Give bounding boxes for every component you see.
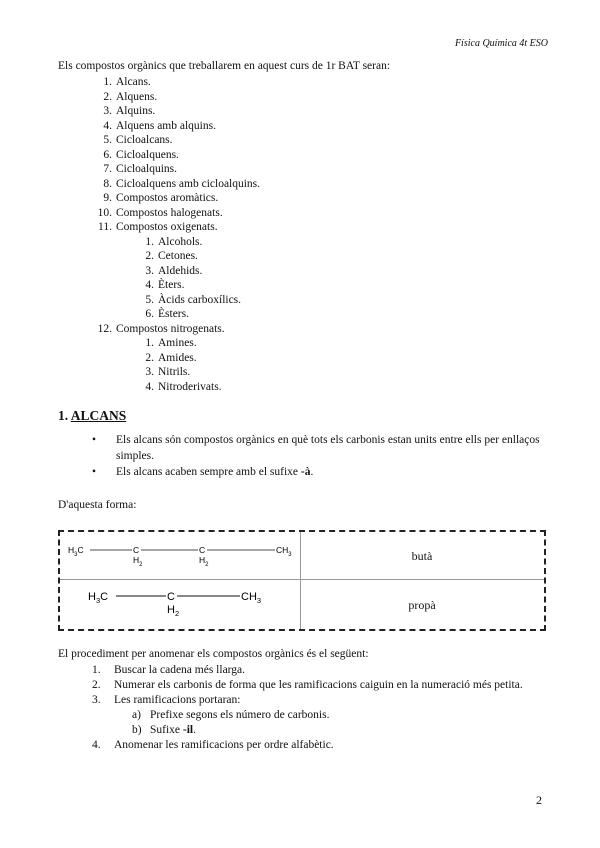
procedure-steps [92,663,547,753]
list-item: 12. Compostos nitrogenats. [97,322,225,335]
sublist-item: 2. Amides. [145,351,197,364]
list-item: 1. Alcans. [103,76,151,88]
oxygenated-sublist [92,235,260,322]
bullet-item: • Els alcans són compostos orgànics en què tots els carbonis estan units entre ells per enllaços simples. [92,434,540,462]
svg-text:H3C: $H_3C$ [68,545,84,558]
sublist-item: 3. Aldehids. [145,264,203,277]
svg-text:C: C [199,545,206,555]
sublist-item: 4. Nitroderivats. [145,380,222,393]
propane-name: propà [408,598,436,612]
list-item: 7. Cicloalquins. [103,163,178,175]
example-label: D'aquesta forma: [58,499,137,511]
list-item: 8. Cicloalquens amb cicloalquins. [103,177,261,190]
svg-text:H2: $H_2$ [199,555,209,568]
substep-item: a) Prefixe segons els número de carbonis. [132,709,330,721]
list-item: 10. Compostos halogenats. [97,206,223,219]
list-item: 6. Cicloalquens. [103,148,179,161]
substep-item: b) Sufixe -il. [132,724,197,736]
step-item: 2. Numerar els carbonis de forma que les ramificacions caiguin en la numeració més petita. [92,679,523,691]
page-number: 2 [536,793,542,807]
sublist-item: 1. Alcohols. [145,235,203,248]
svg-text:H2: $H_2$ [167,604,180,618]
svg-text:H2: $H_2$ [133,555,143,568]
list-item: 11. Compostos oxigenats. [98,221,218,233]
sublist-item: 5. Àcids carboxílics. [145,293,242,306]
alkane-examples-table [58,530,546,631]
sublist-item: 1. Amines. [145,337,197,349]
svg-text:CH3: $CH_3$ [276,545,292,558]
list-item: 2. Alquens. [103,90,158,103]
list-item: 3. Alquins. [103,105,156,117]
step-item: 4. Anomenar les ramificacions per ordre alfabètic. [92,739,334,751]
sublist-item: 2. Cetones. [145,250,198,262]
step-item: 1. Buscar la cadena més llarga. [92,664,246,676]
bullet-list [92,432,547,480]
svg-text:CH3: $CH_3$ [241,591,262,605]
procedure-intro: El procediment per anomenar els compostos orgànics és el següent: [58,648,369,660]
list-item: 5. Cicloalcans. [103,134,173,146]
list-item: 4. Alquens amb alquins. [103,119,216,132]
intro-text: Els compostos orgànics que treballarem en aquest curs de 1r BAT seran: [58,60,391,72]
svg-text:C: C [133,545,140,555]
sublist-item: 4. Èters. [145,279,185,291]
sublist-item: 3. Nitrils. [145,366,191,378]
section-heading: 1. ALCANS [58,408,127,423]
compound-list [92,75,260,394]
propane-structure [60,580,300,627]
bullet-item: • Els alcans acaben sempre amb el sufixe -à. [92,466,314,478]
butane-structure [60,532,300,579]
step-item: 3. Les ramificacions portaran: [92,694,241,706]
nitrogenated-sublist [92,336,260,394]
butane-name: butà [411,549,433,563]
svg-text:H3C: $H_3C$ [88,591,109,605]
list-item: 9. Compostos aromàtics. [103,192,219,204]
sublist-item: 6. Èsters. [145,308,189,320]
page-header: Física Química 4t ESO [454,38,548,49]
svg-text:C: C [167,591,175,603]
